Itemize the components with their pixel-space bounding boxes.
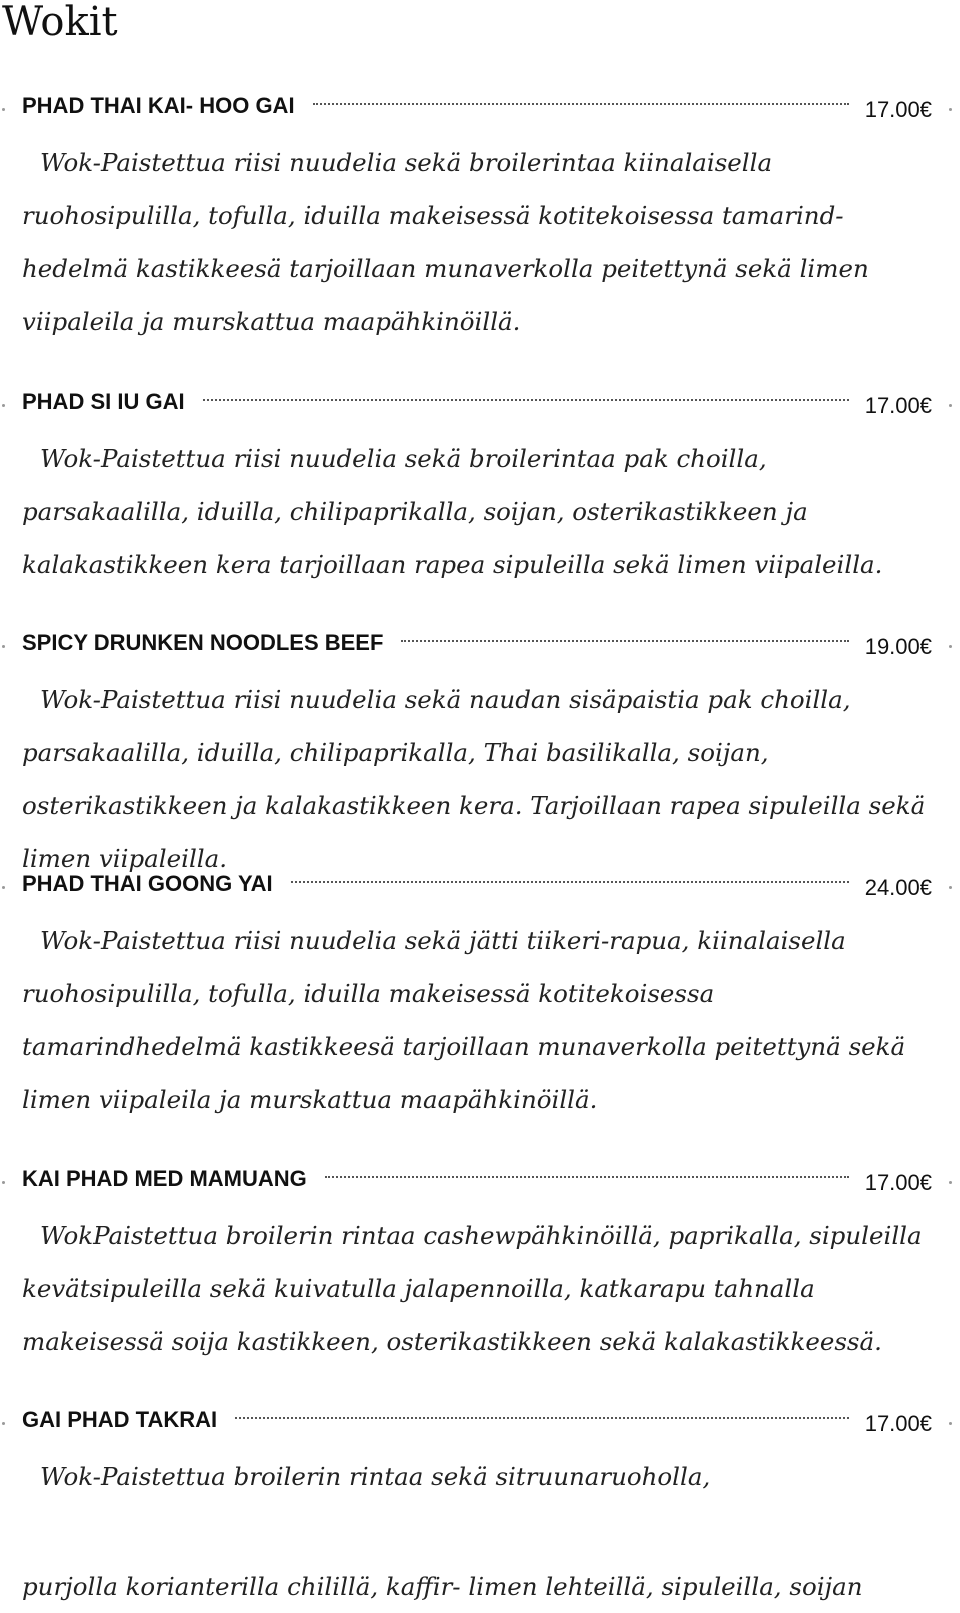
menu-item-price: 17.00€ <box>864 1411 932 1436</box>
menu-item-price: 17.00€ <box>864 393 932 418</box>
bullet-dot <box>949 1422 952 1425</box>
bullet-dot <box>2 108 5 111</box>
menu-item-header <box>22 88 932 124</box>
menu-item <box>22 625 932 885</box>
section-title: Wokit <box>2 0 118 45</box>
menu-item-price: 17.00€ <box>864 97 932 122</box>
menu-item <box>22 1402 932 1503</box>
menu-item-description: Wok-Paistettua riisi nuudelia sekä broilerintaa pak choilla, parsakaalilla, iduilla, chilipaprikalla, soijan, osterikastikkeen ja kalakastikkeen kera tarjoillaan rapea sipuleilla sekä limen viipaleilla. <box>22 444 883 579</box>
dotted-leader <box>235 1417 849 1419</box>
menu-item-header <box>22 384 932 420</box>
menu-item-price: 19.00€ <box>864 634 932 659</box>
bullet-dot <box>2 645 5 648</box>
menu-item-header <box>22 866 932 902</box>
menu-item-description-continued: purjolla korianterilla chilillä, kaffir- limen lehteillä, sipuleilla, soijan <box>22 1572 863 1601</box>
bullet-dot <box>949 404 952 407</box>
dotted-leader <box>325 1176 849 1178</box>
bullet-dot <box>2 1422 5 1425</box>
menu-item-name: SPICY DRUNKEN NOODLES BEEF <box>22 630 384 655</box>
menu-item <box>22 866 932 1126</box>
dotted-leader <box>291 881 849 883</box>
menu-item-price: 17.00€ <box>864 1170 932 1195</box>
menu-item <box>22 1161 932 1368</box>
menu-item-name: KAI PHAD MED MAMUANG <box>22 1166 307 1191</box>
bullet-dot <box>949 108 952 111</box>
menu-item-description: Wok-Paistettua riisi nuudelia sekä broilerintaa kiinalaisella ruohosipulilla, tofulla, iduilla makeisessä kotitekoisessa tamarind-hedelmä kastikkeesä tarjoillaan munaverkolla peitettynä sekä limen viipaleila ja murskattua maapähkinöillä. <box>22 148 869 336</box>
menu-item-name: PHAD THAI KAI- HOO GAI <box>22 93 295 118</box>
menu-item-name: PHAD SI IU GAI <box>22 389 185 414</box>
dotted-leader <box>401 640 848 642</box>
bullet-dot <box>2 1181 5 1184</box>
dotted-leader <box>203 399 849 401</box>
bullet-dot <box>949 886 952 889</box>
menu-item-description: WokPaistettua broilerin rintaa cashewpähkinöillä, paprikalla, sipuleilla kevätsipuleilla sekä kuivatulla jalapennoilla, katkarapu tahnalla makeisessä soija kastikkeen, osterikastikkeen sekä kalakastikkeessä. <box>22 1221 922 1356</box>
bullet-dot <box>949 1181 952 1184</box>
dotted-leader <box>313 103 849 105</box>
menu-item <box>22 384 932 591</box>
menu-item-header <box>22 1402 932 1438</box>
menu-item-description: Wok-Paistettua riisi nuudelia sekä naudan sisäpaistia pak choilla, parsakaalilla, iduilla, chilipaprikalla, Thai basilikalla, soijan, osterikastikkeen ja kalakastikkeen kera. Tarjoillaan rapea sipuleilla sekä limen viipaleilla. <box>22 685 926 873</box>
menu-item-description: Wok-Paistettua broilerin rintaa sekä sitruunaruoholla, <box>40 1462 711 1491</box>
menu-item-description: Wok-Paistettua riisi nuudelia sekä jätti tiikeri-rapua, kiinalaisella ruohosipulilla, tofulla, iduilla makeisessä kotitekoisessa tamarindhedelmä kastikkeesä tarjoillaan munaverkolla peitettynä sekä limen viipaleila ja murskattua maapähkinöillä. <box>22 926 906 1114</box>
menu-item <box>22 88 932 348</box>
menu-item-name: GAI PHAD TAKRAI <box>22 1407 218 1432</box>
bullet-dot <box>949 645 952 648</box>
menu-item-price: 24.00€ <box>864 875 932 900</box>
bullet-dot <box>2 404 5 407</box>
menu-item-header <box>22 1161 932 1197</box>
menu-item-header <box>22 625 932 661</box>
menu-item-name: PHAD THAI GOONG YAI <box>22 871 273 896</box>
bullet-dot <box>2 886 5 889</box>
